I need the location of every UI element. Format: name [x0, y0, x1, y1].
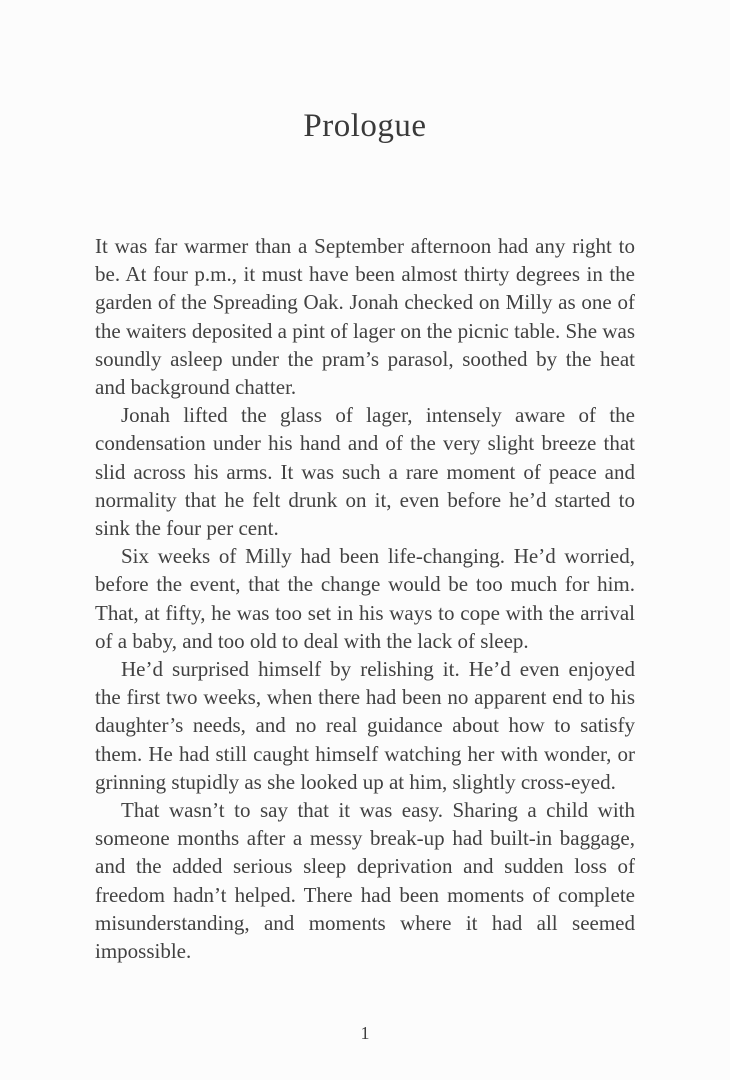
body-paragraph-3: Six weeks of Milly had been life-changing. He’d worried, before the event, that the change would be too much for him. That, at fifty, he was too set in his ways to cope with the arrival of a baby, and too old to deal with the lack of sleep.: [95, 544, 635, 653]
chapter-title: Prologue: [303, 108, 427, 144]
body-paragraph-1: It was far warmer than a September afternoon had any right to be. At four p.m., it must have been almost thirty degrees in the garden of the Spreading Oak. Jonah checked on Milly as one of the waiters deposited a pint of lager on the picnic table. She was soundly asleep under the pram’s parasol, soothed by the heat and background chatter.: [95, 234, 635, 400]
body-paragraph-4: He’d surprised himself by relishing it. He’d even enjoyed the first two weeks, when there had been no apparent end to his daughter’s needs, and no real guidance about how to satisfy them. He had still caught himself watching her with wonder, or grinning stupidly as she looked up at him, slightly cross-eyed.: [95, 657, 635, 794]
body-paragraph-2: Jonah lifted the glass of lager, intensely aware of the condensation under his hand and of the very slight breeze that slid across his arms. It was such a rare moment of peace and normality that he felt drunk on it, even before he’d started to sink the four per cent.: [95, 403, 635, 541]
body-paragraph-5: That wasn’t to say that it was easy. Sharing a child with someone months after a messy break-up had built-in baggage, and the added serious sleep deprivation and sudden loss of freedom hadn’t helped. There had been moments of complete misunderstanding, and moments where it had all seemed impossible.: [95, 798, 635, 964]
page-number: 1: [360, 1023, 370, 1043]
body-text: [95, 232, 635, 965]
